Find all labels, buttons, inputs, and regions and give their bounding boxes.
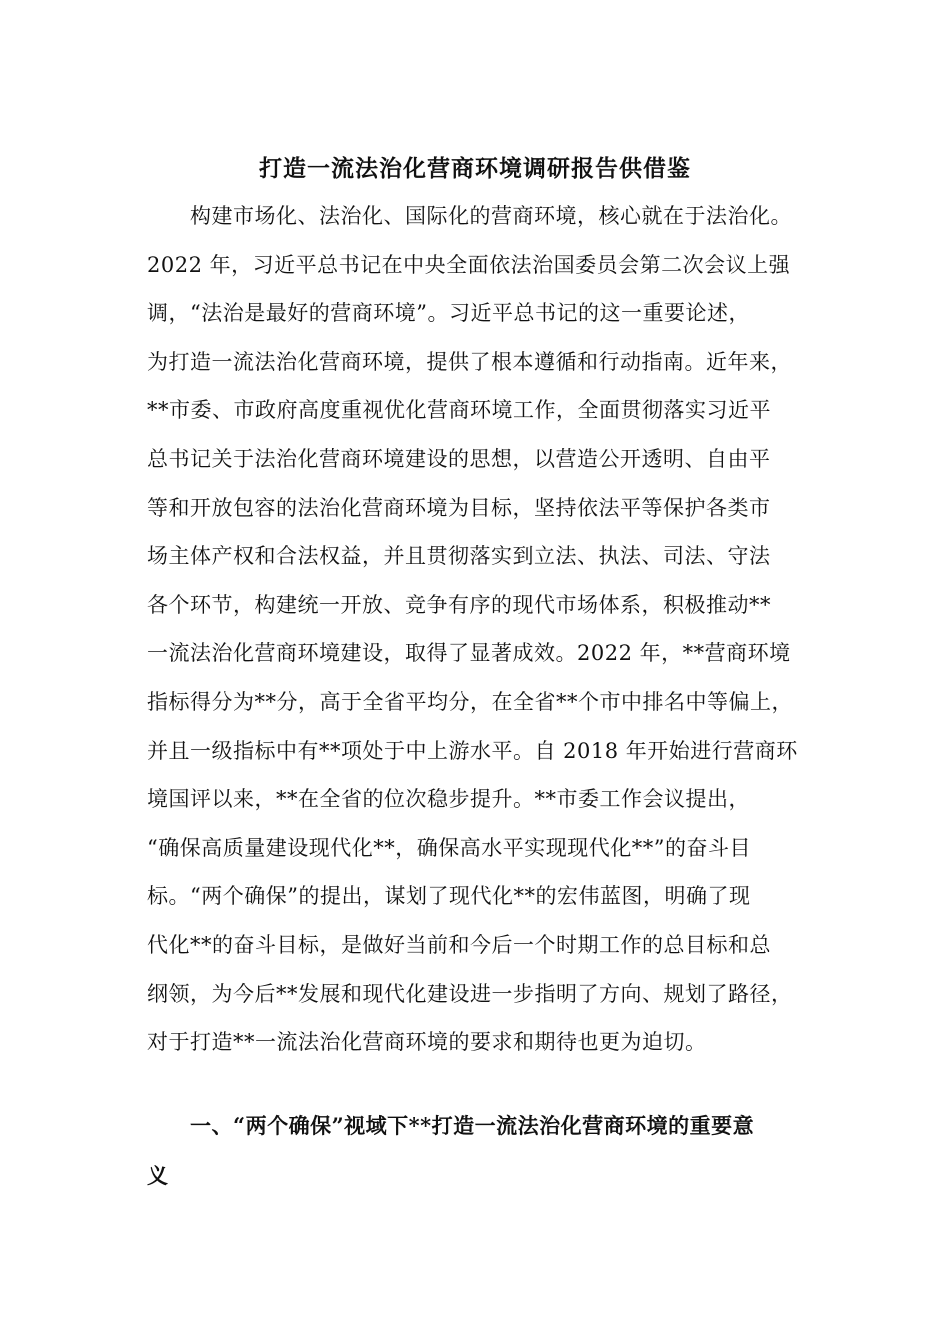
- paragraph-line: **市委、市政府高度重视优化营商环境工作，全面贯彻落实习近平: [147, 398, 771, 423]
- paragraph-line: 纲领，为今后**发展和现代化建设进一步指明了方向、规划了路径，: [147, 981, 793, 1006]
- paragraph-line: 等和开放包容的法治化营商环境为目标，坚持依法平等保护各类市: [147, 495, 771, 520]
- paragraph-line: 并且一级指标中有**项处于中上游水平。自 2018 年开始进行营商环: [147, 738, 798, 763]
- paragraph-line: 总书记关于法治化营商环境建设的思想，以营造公开透明、自由平: [147, 447, 771, 471]
- paragraph-line: 2022 年，习近平总书记在中央全面依法治国委员会第二次会议上强: [147, 252, 791, 277]
- document-title: 打造一流法治化营商环境调研报告供借鉴: [259, 155, 691, 182]
- paragraph-line: 标。“两个确保”的提出，谋划了现代化**的宏伟蓝图，明确了现: [147, 884, 751, 909]
- paragraph-line: 场主体产权和合法权益，并且贯彻落实到立法、执法、司法、守法: [147, 544, 771, 569]
- paragraph-line: 各个环节，构建统一开放、竞争有序的现代市场体系，积极推动**: [147, 592, 771, 617]
- heading-line: 一、“两个确保”视域下**打造一流法治化营商环境的重要意: [147, 1113, 755, 1138]
- paragraph-line: 对于打造**一流法治化营商环境的要求和期待也更为迫切。: [147, 1030, 707, 1055]
- paragraph-line: 一流法治化营商环境建设，取得了显著成效。2022 年，**营商环境: [147, 641, 791, 666]
- paragraph-line: 指标得分为**分，高于全省平均分，在全省**个市中排名中等偏上，: [147, 690, 793, 714]
- paragraph-line: 为打造一流法治化营商环境，提供了根本遵循和行动指南。近年来，: [147, 349, 792, 374]
- paragraph-line: “确保高质量建设现代化**，确保高水平实现现代化**”的奋斗目: [147, 835, 751, 860]
- paragraph-line: 调，“法治是最好的营商环境”。习近平总书记的这一重要论述，: [147, 301, 750, 326]
- paragraph-line: 境国评以来，**在全省的位次稳步提升。**市委工作会议提出，: [147, 787, 750, 812]
- heading-line: 义: [147, 1163, 169, 1188]
- paragraph-line: 代化**的奋斗目标，是做好当前和今后一个时期工作的总目标和总: [147, 933, 771, 957]
- paragraph-line: 构建市场化、法治化、国际化的营商环境，核心就在于法治化。: [147, 204, 792, 228]
